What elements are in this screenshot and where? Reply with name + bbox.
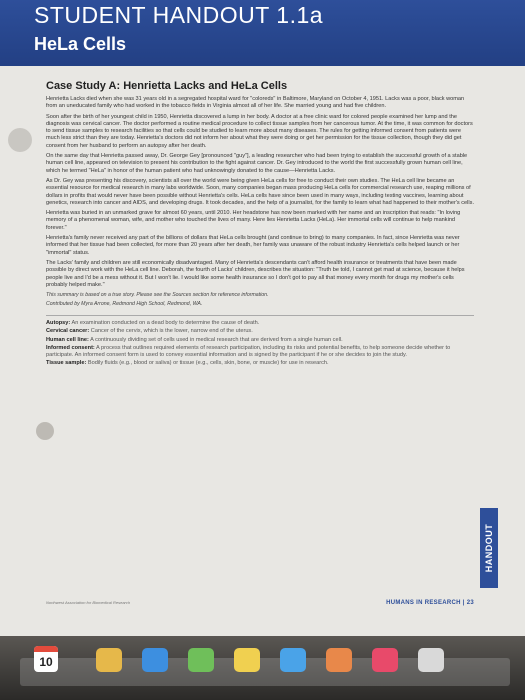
paragraph: Henrietta Lacks died when she was 31 years old in a segregated hospital ward for "coloreds" in Baltimore, Maryland on October 4, 1951. Lacks was a poor, black woman from an uneducated family who had worked in the tobacco fields in Virginia almost all of her life. She married young and had five children. xyxy=(46,96,465,110)
paragraph: As Dr. Gey was presenting his discovery, scientists all over the world were being given HeLa cells for free to conduct their own studies. The HeLa cell line became an essential resource for medical research in many labs worldwide. Soon, many companies began mass producing HeLa cells for commercial research use, reaping millions of dollars in profits that would never have been possible without Henrietta's cells. HeLa cells have since been used in many ways, including testing vaccines, learning about genetics, research into cancer and AIDS, and developing drugs. It took decades, and the help of a journalist, for the family to learn what had happened to their mother's cells. xyxy=(46,177,475,206)
maps-icon[interactable] xyxy=(188,648,214,672)
footer-credit: Northwest Association for Biomedical Research xyxy=(46,600,131,605)
footer-page-reference: HUMANS IN RESEARCH | 23 xyxy=(386,600,474,606)
glossary-item: Autopsy: An examination conducted on a dead body to determine the cause of death. xyxy=(46,319,260,326)
handout-tab-label: HANDOUT xyxy=(484,523,494,573)
books-icon[interactable] xyxy=(326,648,352,672)
paragraph: On the same day that Henrietta passed away, Dr. George Gey [pronounced "guy"], a leading researcher who had been trying to establish the successful growth of a stable human cell line, appeared on television to present his contribution to the fight against cancer. Dr. Gey introduced to the world the first successfully grown human cell line, which he termed "HeLa" in honor of the human patient who had unknowingly donated to the cause—Henrietta Lacks. xyxy=(46,153,468,174)
mail-icon[interactable] xyxy=(280,648,306,672)
music-icon[interactable] xyxy=(372,648,398,672)
case-study-title: Case Study A: Henrietta Lacks and HeLa Cells xyxy=(46,80,288,92)
handout-title: STUDENT HANDOUT 1.1a xyxy=(34,2,324,28)
punch-hole-icon xyxy=(36,422,54,440)
contributor-note: Contributed by Myra Arrone, Redmond High School, Redmond, WA. xyxy=(46,300,203,307)
app-dock xyxy=(0,636,525,700)
source-note: This summary is based on a true story. Please see the Sources section for reference information. xyxy=(46,292,269,299)
handout-subtitle: HeLa Cells xyxy=(34,34,127,54)
punch-hole-icon xyxy=(8,128,32,152)
paragraph: Henrietta was buried in an unmarked grave for almost 60 years, until 2010. Her headstone has now been marked with her name and an inscription that reads: "In loving memory of a phenomenal woman, wife, and mother who touched the lives of many. Here lies Henrietta Lacks (HeLa). Her immortal cells will continue to help mankind forever." xyxy=(46,210,461,231)
photos-icon[interactable] xyxy=(96,648,122,672)
handout-side-tab xyxy=(480,508,498,588)
page-footer xyxy=(46,600,474,610)
glossary-item: Informed consent: A process that outlines required elements of research participation, including its risks and potential benefits, to help someone decide whether to participate. An informed consent form is used to convey essential information and is signed by the participant if he or she decides to join the study. xyxy=(46,344,451,359)
chrome-icon[interactable] xyxy=(418,648,444,672)
notes-icon[interactable] xyxy=(234,648,260,672)
glossary-item: Cervical cancer: Cancer of the cervix, which is the lower, narrow end of the uterus. xyxy=(46,328,253,335)
paragraph: The Lacks' family and children are still economically disadvantaged. Many of Henrietta's descendants can't afford health insurance or treatments that have been made possible by direct work with the HeLa cell line. Deborah, the fourth of Lacks' children, describes the situation: "Truth be told, I cannot get mad at science, because it helps people live and I'd be a mess without it. But I won't lie. I would like some health insurance so I don't got to pay all that money every month for drugs my mother's cells probably helped make." xyxy=(46,259,465,288)
calendar-icon[interactable]: 10 xyxy=(34,646,58,672)
handout-header xyxy=(0,0,525,68)
paragraph: Henrietta's family never received any part of the billions of dollars that HeLa cells brought (and continue to bring) to many companies. In fact, since Henrietta was never informed that her tissue had been collected, for more than 20 years after her death, her family was unaware of the robust industry Henrietta's cells helped launch or her "immortal" status. xyxy=(46,235,460,256)
glossary-item: Tissue sample: Bodily fluids (e.g., blood or saliva) or tissue (e.g., cells, skin, bone, or muscle) for use in research. xyxy=(46,360,329,367)
glossary xyxy=(46,315,474,368)
case-study-content xyxy=(46,80,474,369)
glossary-item: Human cell line: A continuously dividing set of cells used in medical research that are derived from a single human cell. xyxy=(46,336,343,343)
paragraph: Soon after the birth of her youngest child in 1950, Henrietta discovered a lump in her body. A doctor at a free clinic ward for colored people examined her lump and the diagnosis was cervical cancer. The doctor performed a routine medical procedure to collect tissue samples from her cancerous tumor. At the time, it was common for doctors to send tissue samples to research facilities so that cells could be studied to learn more about many diseases. The rules for getting informed consent from patients were much less strict than they are today. Henrietta's doctors did not inform her about what they were doing or get her permission for the tissue collection, though they did get consent from her husband to perform an autopsy after her death. xyxy=(46,113,473,149)
files-icon[interactable] xyxy=(142,648,168,672)
